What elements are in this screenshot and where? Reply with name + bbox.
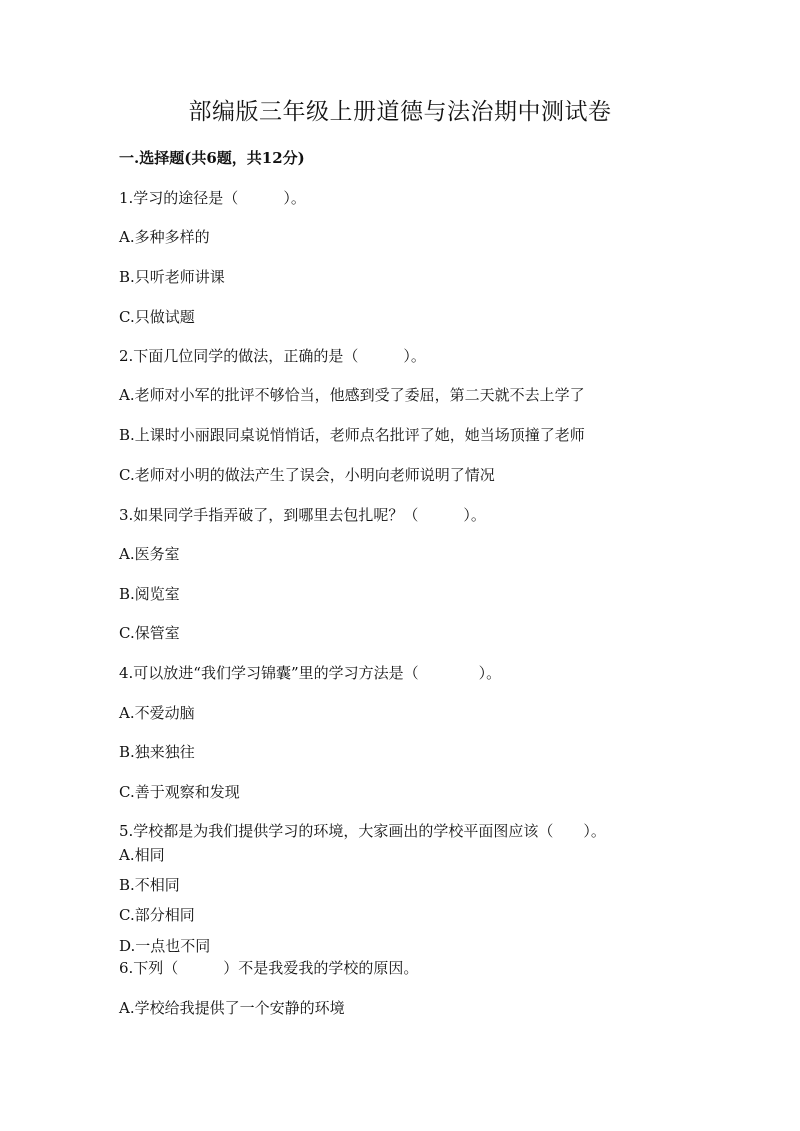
- answer-option: B.不相同: [119, 876, 180, 894]
- question-stem: 5.学校都是为我们提供学习的环境，大家画出的学校平面图应该（ ）。: [119, 822, 606, 840]
- answer-option: A.多种多样的: [119, 228, 210, 246]
- answer-option: B.只听老师讲课: [119, 268, 225, 286]
- answer-option: C.善于观察和发现: [119, 783, 240, 801]
- answer-option: C.保管室: [119, 624, 180, 642]
- answer-option: D.一点也不同: [119, 937, 211, 955]
- question-stem: 3.如果同学手指弄破了，到哪里去包扎呢？（ ）。: [119, 506, 486, 524]
- question-stem: 4.可以放进“我们学习锦囊”里的学习方法是（ ）。: [119, 664, 502, 682]
- section-heading: 一.选择题(共6题，共12分): [119, 149, 305, 167]
- answer-option: A.相同: [119, 846, 165, 864]
- question-stem: 6.下列（ ）不是我爱我的学校的原因。: [119, 959, 419, 977]
- answer-option: A.老师对小军的批评不够恰当，他感到受了委屈，第二天就不去上学了: [119, 386, 585, 404]
- question-stem: 1.学习的途径是（ ）。: [119, 189, 306, 207]
- answer-option: B.上课时小丽跟同桌说悄悄话，老师点名批评了她，她当场顶撞了老师: [119, 426, 585, 444]
- answer-option: A.不爱动脑: [119, 704, 195, 722]
- answer-option: C.只做试题: [119, 308, 195, 326]
- answer-option: A.医务室: [119, 545, 180, 563]
- question-stem: 2.下面几位同学的做法，正确的是（ ）。: [119, 347, 426, 365]
- page-title: 部编版三年级上册道德与法治期中测试卷: [188, 99, 612, 125]
- answer-option: B.独来独往: [119, 743, 195, 761]
- answer-option: C.老师对小明的做法产生了误会，小明向老师说明了情况: [119, 466, 495, 484]
- answer-option: B.阅览室: [119, 585, 180, 603]
- answer-option: A.学校给我提供了一个安静的环境: [119, 999, 345, 1017]
- answer-option: C.部分相同: [119, 906, 195, 924]
